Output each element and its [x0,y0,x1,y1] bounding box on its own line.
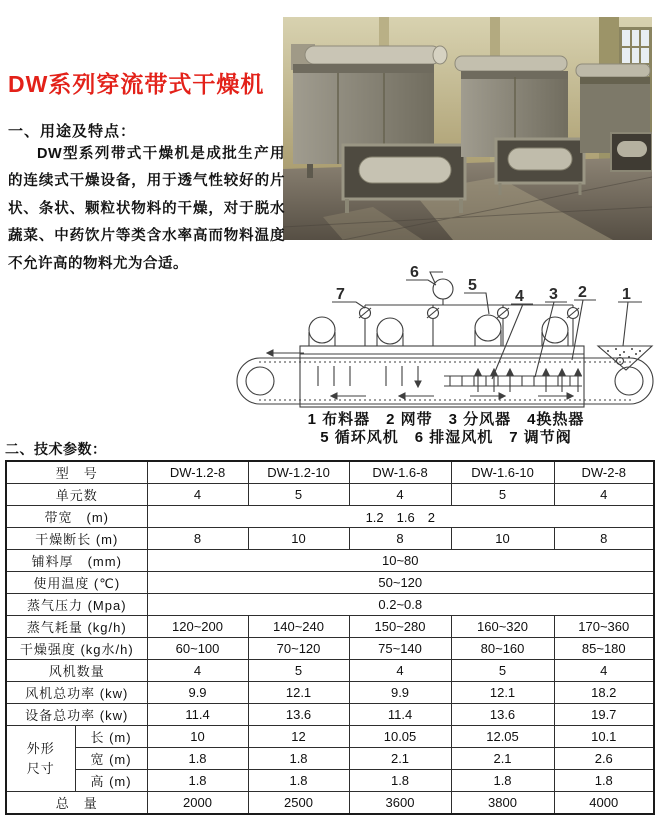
row-label: 风机数量 [6,660,147,682]
cell-value: 140~240 [248,616,349,638]
dims-group-line: 尺寸 [26,760,55,776]
cell-value: 75~140 [349,638,451,660]
spec-table [5,460,655,815]
row-label: 宽 (m) [75,748,147,770]
table-row [6,550,654,572]
cell-value: 5 [248,660,349,682]
cell-value: 160~320 [451,616,554,638]
cell-value: 8 [554,528,654,550]
table-row [6,506,654,528]
row-label: 总 量 [6,792,147,815]
row-label: 干燥断长 (m) [6,528,147,550]
table-row [6,726,654,748]
cell-value: 10.1 [554,726,654,748]
cell-value: 10 [248,528,349,550]
table-row [6,528,654,550]
cell-value: 11.4 [147,704,248,726]
cell-value: 9.9 [147,682,248,704]
cell-value: 4 [147,660,248,682]
cell-value: 18.2 [554,682,654,704]
cell-value: 12.1 [451,682,554,704]
cell-value: 70~120 [248,638,349,660]
cell-value: 4000 [554,792,654,815]
cell-value: 60~100 [147,638,248,660]
cell-value: 4 [554,484,654,506]
diagram-callout-3: 3 [549,286,558,303]
model-header: DW-1.6-8 [349,461,451,484]
cell-value: 1.8 [147,770,248,792]
cell-value: 10 [147,726,248,748]
cell-value: 1.8 [554,770,654,792]
cell-value: 10.05 [349,726,451,748]
table-row [6,770,654,792]
row-label: 干燥强度 (kg水/h) [6,638,147,660]
cell-merged: 10~80 [147,550,654,572]
table-row [6,572,654,594]
diagram-legend-line1: 1 布料器 2 网带 3 分风器 4换热器 [307,411,585,428]
cell-value: 2000 [147,792,248,815]
cell-value: 19.7 [554,704,654,726]
cell-value: 4 [554,660,654,682]
cell-value: 8 [147,528,248,550]
cell-value: 4 [349,660,451,682]
model-header: DW-1.6-10 [451,461,554,484]
cell-value: 2.6 [554,748,654,770]
cell-value: 1.8 [248,748,349,770]
row-label: 使用温度 (℃) [6,572,147,594]
cell-merged: 50~120 [147,572,654,594]
cell-value: 80~160 [451,638,554,660]
table-row [6,792,654,815]
dims-group-label [6,726,75,792]
row-label: 设备总功率 (kw) [6,704,147,726]
table-row [6,594,654,616]
intro-paragraph: DW型系列带式干燥机是成批生产用的连续式干燥设备，用于透气性较好的片状、条状、颗粒状物料的干燥，对于脱水蔬菜、中药饮片等类含水率高而物料温度不允许高的物料尤为合适。 [8,146,285,272]
cell-value: 1.8 [248,770,349,792]
specs-heading: 二、技术参数： [5,441,107,457]
table-row [6,616,654,638]
cell-value: 3800 [451,792,554,815]
cell-value: 3600 [349,792,451,815]
cell-value: 5 [248,484,349,506]
diagram-legend [235,411,657,447]
cell-value: 85~180 [554,638,654,660]
table-row [6,660,654,682]
cell-value: 12.05 [451,726,554,748]
cell-value: 2.1 [349,748,451,770]
row-label: 蒸气耗量 (kg/h) [6,616,147,638]
cell-value: 4 [147,484,248,506]
table-row [6,704,654,726]
table-header-row [6,461,654,484]
cell-merged: 1.2 1.6 2 [147,506,654,528]
cell-value: 12 [248,726,349,748]
model-header: DW-2-8 [554,461,654,484]
cell-value: 5 [451,484,554,506]
diagram-callout-1: 1 [622,286,631,303]
cell-value: 10 [451,528,554,550]
row-label: 高 (m) [75,770,147,792]
mesh-belt [237,358,653,404]
cell-merged: 0.2~0.8 [147,594,654,616]
schematic-diagram [232,258,660,410]
table-row [6,484,654,506]
row-label: 长 (m) [75,726,147,748]
exhaust-fan [430,272,453,305]
airflow-arrows [268,353,578,396]
factory-floor [283,157,652,240]
dryer-housing [300,346,584,407]
diagram-callout-4: 4 [515,288,524,305]
page-title: DW系列穿流带式干燥机 [8,71,265,97]
diagram-callout-6: 6 [410,264,419,281]
dims-group-line: 外形 [26,740,55,756]
table-row [6,682,654,704]
callout-leaders [332,280,642,379]
table-row [6,748,654,770]
cell-value: 2500 [248,792,349,815]
cell-value: 5 [451,660,554,682]
row-label: 蒸气压力 (Mpa) [6,594,147,616]
table-row [6,638,654,660]
product-photo [283,17,652,240]
cell-value: 1.8 [147,748,248,770]
cell-value: 11.4 [349,704,451,726]
model-header: DW-1.2-8 [147,461,248,484]
cell-value: 120~200 [147,616,248,638]
cell-value: 1.8 [451,770,554,792]
diagram-callout-7: 7 [336,286,345,303]
cell-value: 2.1 [451,748,554,770]
cell-value: 9.9 [349,682,451,704]
row-label: 风机总功率 (kw) [6,682,147,704]
cell-value: 150~280 [349,616,451,638]
diagram-callout-5: 5 [468,277,477,294]
cell-value: 8 [349,528,451,550]
model-label-cell: 型 号 [6,461,147,484]
diagram-legend-line2: 5 循环风机 6 排湿风机 7 调节阀 [320,429,572,446]
row-label: 带宽 (m) [6,506,147,528]
diagram-callout-2: 2 [578,284,587,301]
cell-value: 4 [349,484,451,506]
row-label: 铺料厚 (mm) [6,550,147,572]
cell-value: 13.6 [248,704,349,726]
cell-value: 12.1 [248,682,349,704]
cell-value: 170~360 [554,616,654,638]
cell-value: 13.6 [451,704,554,726]
cell-value: 1.8 [349,770,451,792]
row-label: 单元数 [6,484,147,506]
circulating-fans [309,315,568,346]
intro-heading: 一、用途及特点： [8,123,137,140]
model-header: DW-1.2-10 [248,461,349,484]
